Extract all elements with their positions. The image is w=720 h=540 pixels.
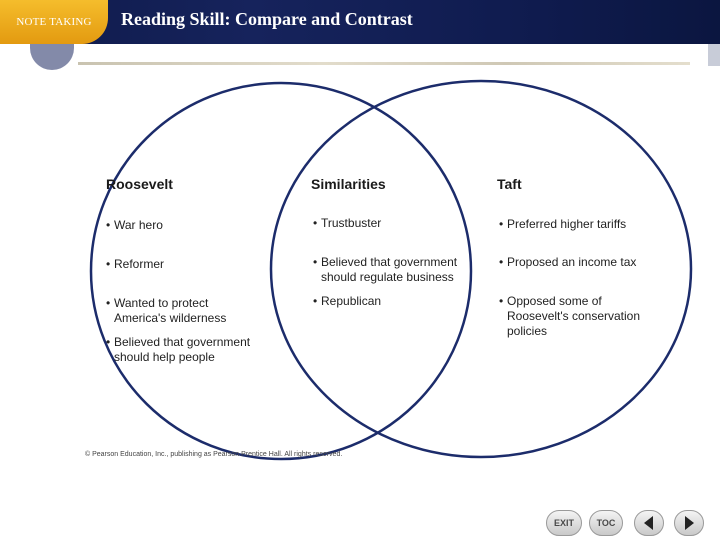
bullet-icon: • bbox=[313, 216, 318, 230]
list-item: • Proposed an income tax bbox=[499, 255, 637, 269]
toc-button[interactable]: TOC bbox=[589, 510, 623, 536]
bullet-icon: • bbox=[499, 294, 504, 308]
bullet-icon: • bbox=[499, 217, 504, 231]
roosevelt-heading: Roosevelt bbox=[106, 176, 173, 192]
bullet-icon: • bbox=[499, 255, 504, 269]
list-item: • Reformer bbox=[106, 257, 165, 271]
next-button[interactable] bbox=[674, 510, 704, 536]
bullet-icon: • bbox=[313, 255, 318, 269]
left-triangle-icon bbox=[635, 511, 663, 535]
previous-button[interactable] bbox=[634, 510, 664, 536]
list-item: • Believed that government should regulate business bbox=[313, 255, 458, 284]
list-item: • Republican bbox=[313, 294, 382, 308]
copyright-notice: © Pearson Education, Inc., publishing as Pearson Prentice Hall. All rights reserved. bbox=[85, 451, 343, 458]
list-item: • War hero bbox=[106, 218, 163, 232]
list-item: • Opposed some of Roosevelt's conservation policies bbox=[499, 294, 641, 338]
similarities-heading: Similarities bbox=[311, 176, 386, 192]
exit-button[interactable]: EXIT bbox=[546, 510, 582, 536]
bullet-icon: • bbox=[106, 335, 111, 349]
note-taking-tab: NOTE TAKING bbox=[0, 0, 108, 44]
list-item: • Trustbuster bbox=[313, 216, 382, 230]
list-item: • Believed that government should help people bbox=[106, 335, 251, 364]
bullet-icon: • bbox=[106, 257, 111, 271]
bullet-icon: • bbox=[106, 296, 111, 310]
bullet-icon: • bbox=[313, 294, 318, 308]
slide-title: Reading Skill: Compare and Contrast bbox=[121, 9, 413, 29]
right-triangle-icon bbox=[675, 511, 703, 535]
list-item: • Preferred higher tariffs bbox=[499, 217, 627, 231]
bullet-icon: • bbox=[106, 218, 111, 232]
taft-heading: Taft bbox=[497, 176, 522, 192]
list-item: • Wanted to protect America's wilderness bbox=[106, 296, 227, 325]
